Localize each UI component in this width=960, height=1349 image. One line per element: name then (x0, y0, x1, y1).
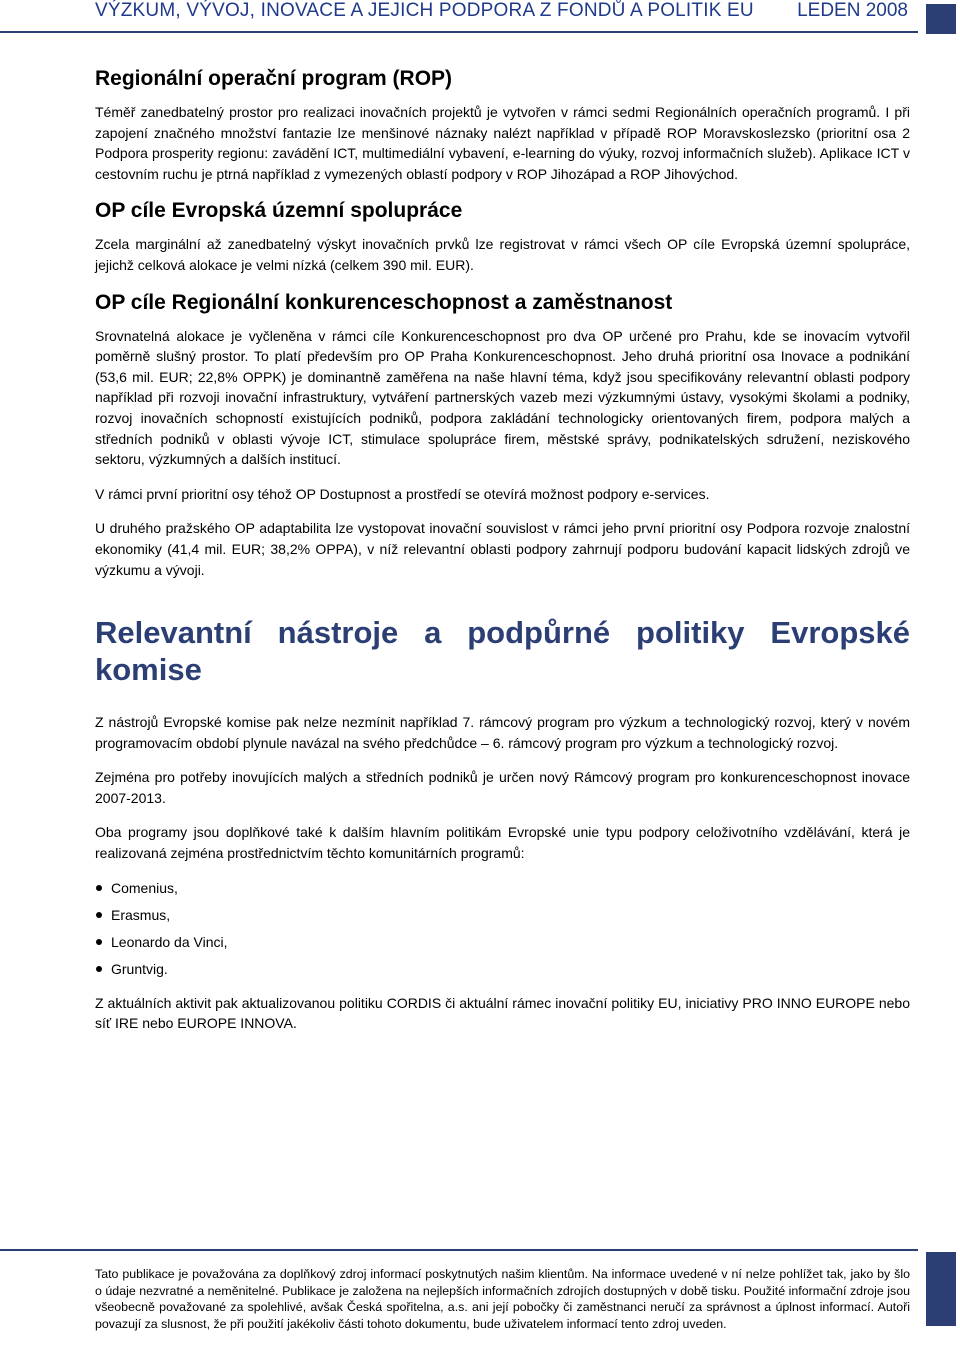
bullet-icon (96, 939, 102, 945)
bullet-icon (96, 912, 102, 918)
list-item (111, 878, 910, 898)
paragraph-rop: Téměř zanedbatelný prostor pro realizaci inovačních projektů je vytvořen v rámci sedmi Regionálních operačních programů. I při zapojení značného množství fantazie lze menšinové náznaky nalézt například v případě ROP Moravskoslezsko (prioritní osa 2 Podpora prosperity regionu: zavádění ICT, multimediální vybavení, e-learning do výuky, rozvoj informačních služeb). Aplikace ICT v cestovním ruchu je ptrná například z vymezených oblastí podpory v ROP Jihozápad a ROP Jihovýchod. (95, 104, 910, 182)
list-item-label: Leonardo da Vinci, (111, 933, 228, 950)
page-header (0, 0, 960, 34)
header-corner-block (926, 4, 956, 34)
paragraph-commission-2: Zejména pro potřeby inovujících malých a středních podniků je určen nový Rámcový program pro konkurenceschopnost inovace 2007-2013. (95, 769, 910, 806)
paragraph-commission-3: Oba programy jsou doplňkové také k dalším hlavním politikám Evropské unie typu podpory celoživotního vzdělávání, která je realizovaná zejména prostřednictvím těchto komunitárních programů: (95, 824, 910, 862)
page-footer (0, 1248, 960, 1349)
paragraph-rkz-3: U druhého pražského OP adaptabilita lze vystopovat inovační souvislost v rámci jeho první prioritní osy Podpora rozvoje znalostní ekonomiky (41,4 mil. EUR; 38,2% OPPA), v níž relevantní oblasti podpory zahrnují podporu budování kapacit lidských zdrojů ve výzkumu a vývoji. (95, 520, 910, 578)
header-date: LEDEN 2008 (797, 0, 908, 21)
bullet-icon (96, 966, 102, 972)
list-item-label: Comenius, (111, 879, 178, 896)
list-item (111, 932, 910, 952)
list-item-label: Erasmus, (111, 906, 171, 923)
heading-rop: Regionální operační program (ROP) (95, 67, 453, 90)
footer-corner-block (926, 1252, 956, 1326)
paragraph-rkz-2: V rámci první prioritní osy téhož OP Dostupnost a prostředí se otevírá možnost podpory e-services. (95, 485, 710, 502)
program-list (95, 878, 910, 979)
footer-disclaimer: Tato publikace je považována za doplňkový zdroj informací poskytnutých našim klientům. Na informace uvedené v ní nelze pohlížet tak, jako by šlo o údaje nezvratné a neměnitelné. Publikace je založena na nejlepších informačních zdrojích dostupných v době tisku. Použité informační zdroje jsou všeobecně považované za spolehlivé, avšak Česká spořitelna, a.s. ani její pobočky či zaměstnanci neručí za správnost a úplnost informací. Autoři povazují za slusnost, že při použití jakékoliv části tohoto dokumentu, bude uživatelem informací tento zdroj uveden. (95, 1267, 910, 1331)
document-body (95, 66, 910, 1044)
header-title: VÝZKUM, VÝVOJ, INOVACE A JEJICH PODPORA Z FONDŮ A POLITIK EU (95, 0, 754, 21)
list-item-label: Gruntvig. (111, 960, 168, 977)
list-item (111, 905, 910, 925)
paragraph-rkz-1: Srovnatelná alokace je vyčleněna v rámci cíle Konkurenceschopnost pro dva OP určené pro Prahu, kde se inovacím vytvořil poměrně slušný prostor. To platí především pro OP Praha Konkurenceschopnost. Jeho druhá prioritní osa Inovace a podnikání (53,6 mil. EUR; 22,8% OPPK) je dominantně zaměřena na naše hlavní téma, když jsou specifikovány relevantní oblasti podpory například při rozvoji inovační infrastruktury, vytváření partnerských vazeb mezi výzkumnými ústavy, vysokými školami a podniky, rozvoj inovačních schopností existujících podniků, podpora zakládání technologicky orientovaných firem, podpora malých a středních podniků v oblasti vývoje ICT, stimulace spolupráce firem, městské správy, podnikatelských sdružení, neziskového sektoru, výzkumných a dalších institucí. (95, 327, 910, 468)
header-rule (0, 31, 918, 33)
footer-rule (0, 1249, 918, 1251)
paragraph-commission-4: Z aktuálních aktivit pak aktualizovanou politiku CORDIS či aktuální rámec inovační politiky EU, iniciativy PRO INNO EUROPE nebo síť IRE nebo EUROPE INNOVA. (95, 994, 910, 1032)
bullet-icon (96, 885, 102, 891)
paragraph-commission-1: Z nástrojů Evropské komise pak nelze nezmínit například 7. rámcový program pro výzkum a technologický rozvoj, který v novém programovacím období plynule navázal na svého předchůdce – 6. rámcový program pro výzkum a technologický rozvoj. (95, 714, 910, 751)
heading-commission: Relevantní nástroje a podpůrné politiky Evropské komise (95, 615, 910, 688)
heading-eus: OP cíle Evropská územní spolupráce (95, 199, 463, 223)
heading-rkz: OP cíle Regionální konkurenceschopnost a zaměstnanost (95, 290, 673, 314)
paragraph-eus: Zcela marginální až zanedbatelný výskyt inovačních prvků lze registrovat v rámci všech OP cíle Evropská územní spolupráce, jejichž celková alokace je velmi nízká (celkem 390 mil. EUR). (95, 236, 910, 273)
list-item (111, 959, 910, 979)
